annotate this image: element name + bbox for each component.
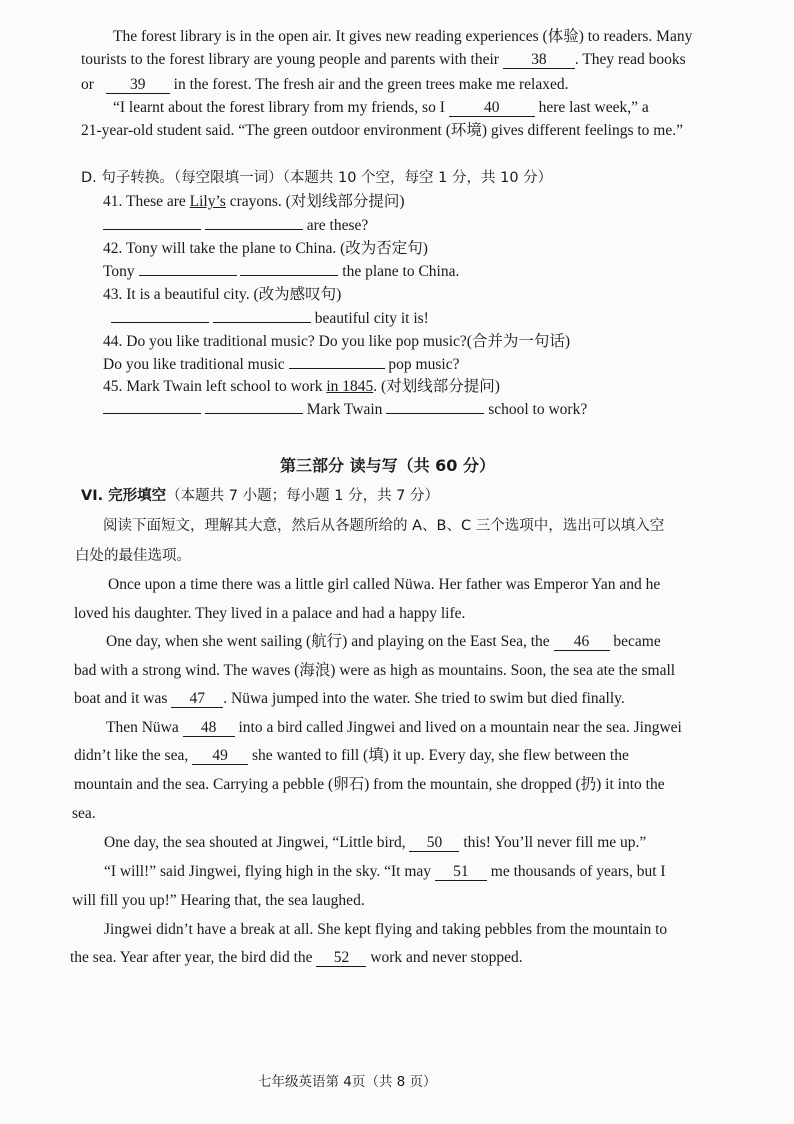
instruction-line: 阅读下面短文，理解其大意，然后从各题所给的 A、B、C 三个选项中，选出可以填入空 bbox=[103, 518, 665, 534]
story-line: “I will!” said Jingwei, flying high in the sky. “It may 51 me thousands of years, but I bbox=[104, 863, 666, 880]
answer-blank-39[interactable]: 39 bbox=[106, 76, 170, 94]
story-line: loved his daughter. They lived in a palace and had a happy life. bbox=[74, 605, 466, 622]
story-line: Jingwei didn’t have a break at all. She kept flying and taking pebbles from the mountain to bbox=[104, 921, 668, 938]
story-line: Once upon a time there was a little girl called Nüwa. Her father was Emperor Yan and he bbox=[108, 576, 661, 593]
section-vi-header: VI. 完形填空（本题共 7 小题；每小题 1 分，共 7 分） bbox=[81, 488, 440, 504]
answer-blank[interactable] bbox=[205, 229, 303, 230]
story-line: will fill you up!” Hearing that, the sea laughed. bbox=[72, 892, 365, 909]
story-line: Then Nüwa 48 into a bird called Jingwei and lived on a mountain near the sea. Jingwei bbox=[106, 719, 682, 736]
answer-blank-52[interactable]: 52 bbox=[316, 949, 366, 967]
part-three-title: 第三部分 读与写（共 60 分） bbox=[280, 456, 495, 475]
answer-blank[interactable] bbox=[289, 368, 385, 369]
passage-line: or 39 in the forest. The fresh air and the green trees make me relaxed. bbox=[81, 76, 569, 93]
question-43: 43. It is a beautiful city. (改为感叹句) bbox=[103, 286, 342, 303]
question-41: 41. These are Lily’s crayons. (对划线部分提问) bbox=[103, 193, 405, 210]
answer-blank-50[interactable]: 50 bbox=[409, 834, 459, 852]
answer-blank-40[interactable]: 40 bbox=[449, 99, 535, 117]
answer-blank-49[interactable]: 49 bbox=[192, 747, 248, 765]
answer-blank-51[interactable]: 51 bbox=[435, 863, 487, 881]
passage-line: The forest library is in the open air. It gives new reading experiences (体验) to readers. Many bbox=[113, 28, 693, 45]
instruction-line: 白处的最佳选项。 bbox=[75, 548, 191, 564]
answer-blank-38[interactable]: 38 bbox=[503, 51, 575, 69]
answer-blank[interactable] bbox=[111, 322, 209, 323]
passage-line: “I learnt about the forest library from my friends, so I 40 here last week,” a bbox=[113, 99, 649, 116]
question-43-answer-line: beautiful city it is! bbox=[103, 309, 429, 329]
question-44: 44. Do you like traditional music? Do you like pop music?(合并为一句话) bbox=[103, 333, 571, 350]
answer-blank[interactable] bbox=[139, 275, 237, 276]
question-45: 45. Mark Twain left school to work in 1845. (对划线部分提问) bbox=[103, 378, 500, 395]
answer-blank[interactable] bbox=[386, 413, 484, 414]
passage-line: 21-year-old student said. “The green outdoor environment (环境) gives different feelings to me.” bbox=[81, 122, 683, 139]
story-line: sea. bbox=[72, 805, 96, 822]
answer-blank-46[interactable]: 46 bbox=[554, 633, 610, 651]
answer-blank[interactable] bbox=[213, 322, 311, 323]
page-footer: 七年级英语第 4页（共 8 页） bbox=[258, 1074, 437, 1090]
answer-blank[interactable] bbox=[205, 413, 303, 414]
story-line: One day, the sea shouted at Jingwei, “Little bird, 50 this! You’ll never fill me up.” bbox=[104, 834, 647, 851]
story-line: mountain and the sea. Carrying a pebble (卵石) from the mountain, she dropped (扔) it into the bbox=[74, 776, 665, 793]
answer-blank[interactable] bbox=[240, 275, 338, 276]
story-line: didn’t like the sea, 49 she wanted to fill (填) it up. Every day, she flew between the bbox=[74, 747, 629, 764]
story-line: One day, when she went sailing (航行) and playing on the East Sea, the 46 became bbox=[106, 633, 661, 650]
passage-line: tourists to the forest library are young people and parents with their 38 . They read books bbox=[81, 51, 686, 68]
section-d-header: D. 句子转换。（每空限填一词）（本题共 10 个空，每空 1 分，共 10 分） bbox=[81, 170, 553, 186]
answer-blank-47[interactable]: 47 bbox=[171, 690, 223, 708]
question-45-answer-line: Mark Twain school to work? bbox=[103, 400, 587, 420]
question-42: 42. Tony will take the plane to China. (改为否定句) bbox=[103, 240, 428, 257]
answer-blank[interactable] bbox=[103, 229, 201, 230]
question-42-answer-line: Tony the plane to China. bbox=[103, 263, 460, 280]
answer-blank-48[interactable]: 48 bbox=[183, 719, 235, 737]
story-line: boat and it was 47 . Nüwa jumped into the water. She tried to swim but died finally. bbox=[74, 690, 625, 707]
answer-blank[interactable] bbox=[103, 413, 201, 414]
question-44-answer-line: Do you like traditional music pop music? bbox=[103, 356, 460, 373]
story-line: bad with a strong wind. The waves (海浪) were as high as mountains. Soon, the sea ate the small bbox=[74, 662, 676, 679]
story-line: the sea. Year after year, the bird did the 52 work and never stopped. bbox=[70, 949, 523, 966]
question-41-answer-line: are these? bbox=[103, 216, 368, 236]
